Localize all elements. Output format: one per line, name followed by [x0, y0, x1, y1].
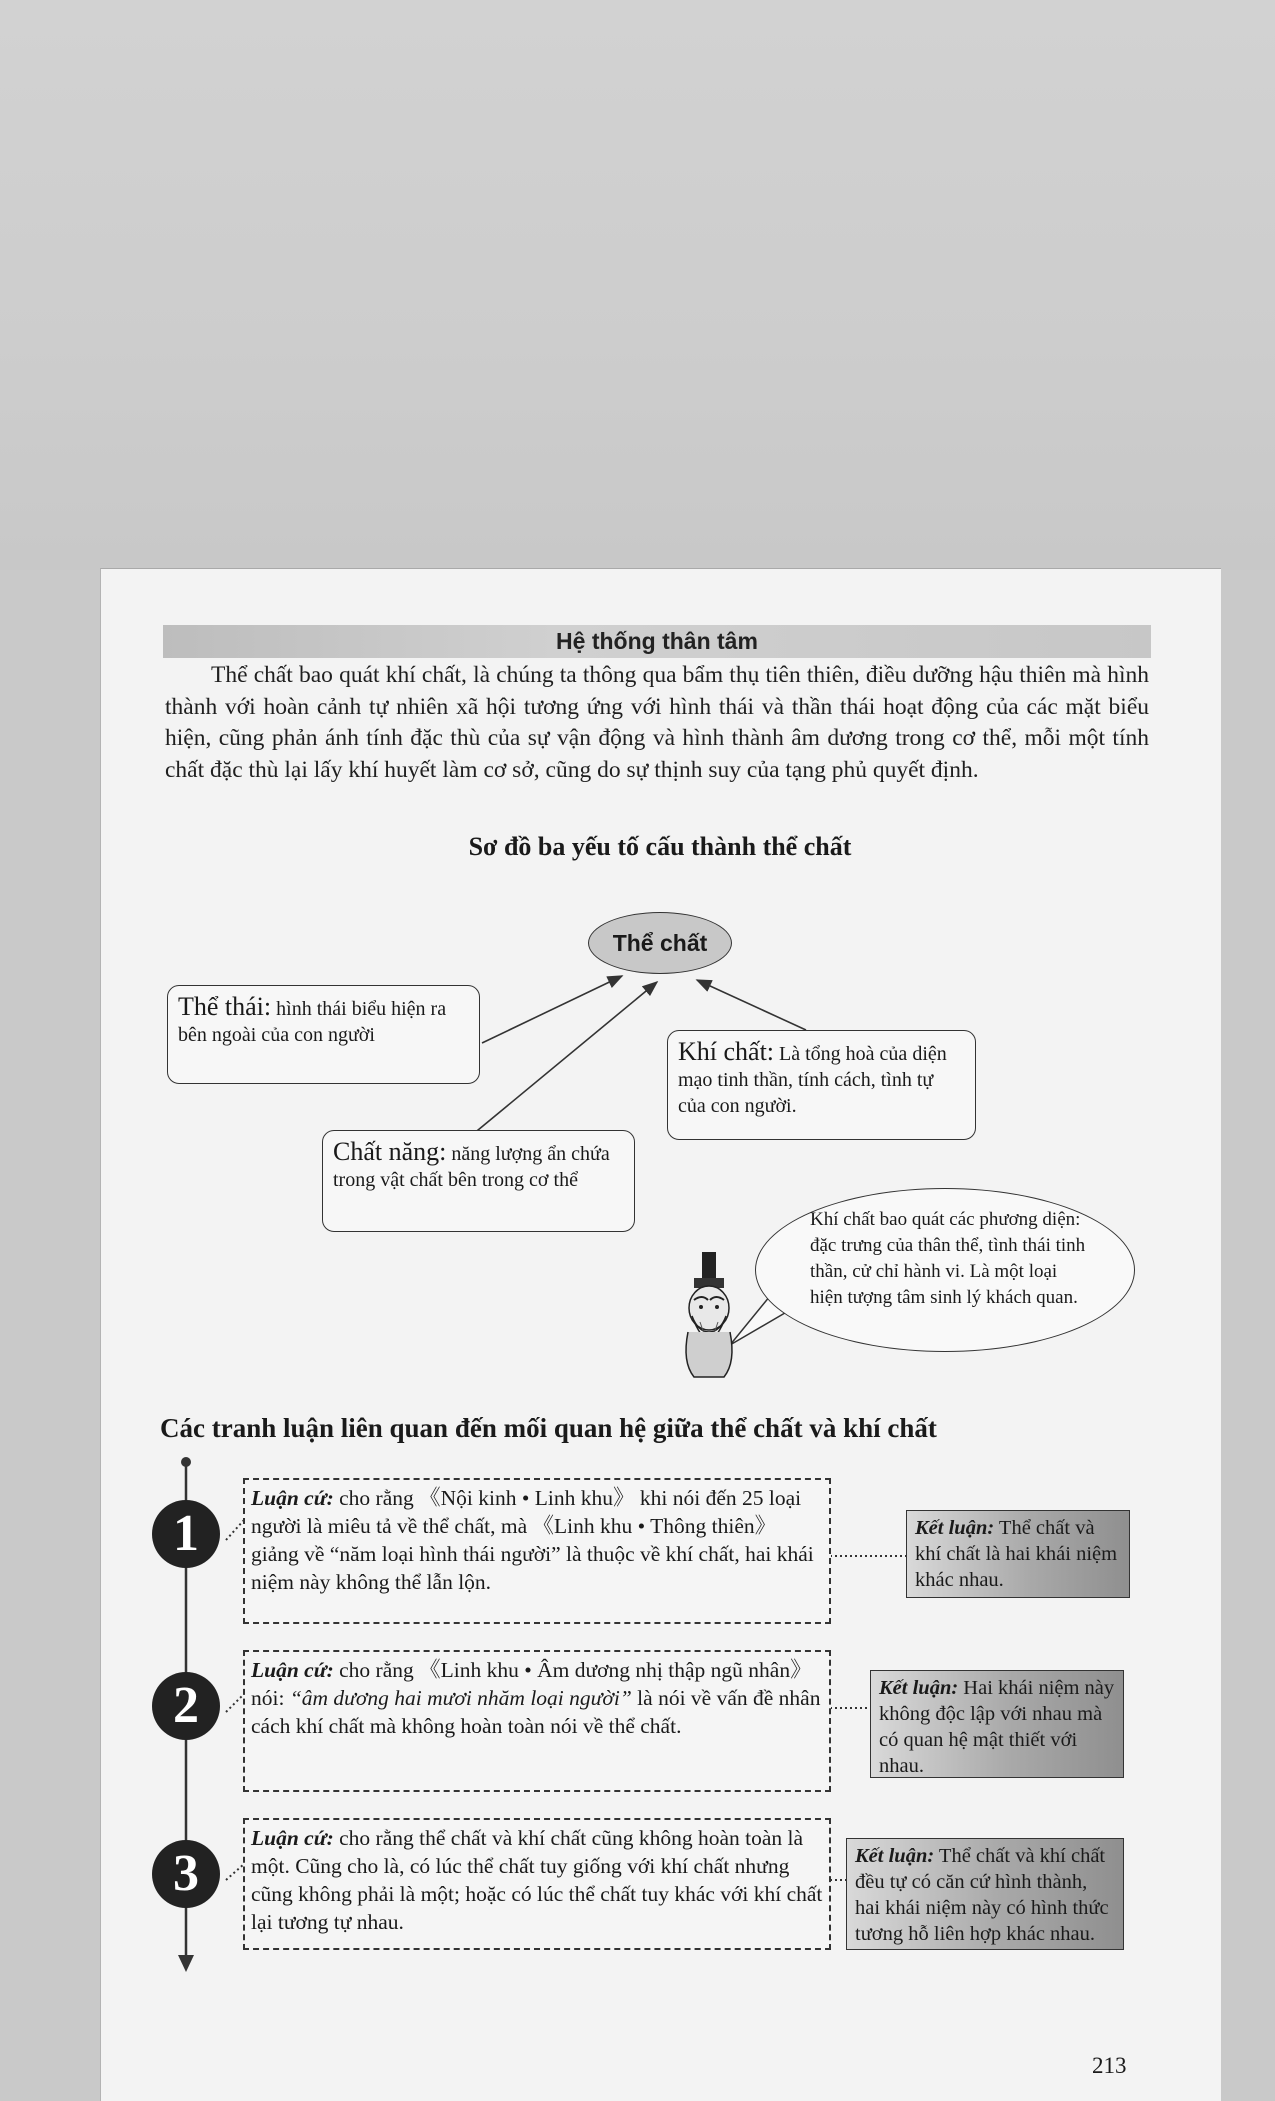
node-khi-chat-lead: Khí chất: — [678, 1037, 775, 1066]
argument-number-1: 1 — [152, 1500, 220, 1568]
conclusion-box-2 — [870, 1670, 1124, 1778]
argument-quote-2: “âm dương hai mươi nhăm loại người” — [289, 1686, 632, 1710]
argument-box-2 — [243, 1650, 831, 1792]
argument-number-3: 3 — [152, 1840, 220, 1908]
argument-label-1: Luận cứ: — [251, 1486, 334, 1510]
intro-paragraph: Thể chất bao quát khí chất, là chúng ta thông qua bẩm thụ tiên thiên, điều dưỡng hậu thiên mà hình thành với hoàn cảnh tự nhiên xã hội tương ứng với hình thái và thần thái hoạt động của các mặt biểu hiện, cũng phản ánh tính đặc thù của sự vận động và hình thành âm dương trong cơ thể, mỗi một tính chất đặc thù lại lấy khí huyết làm cơ sở, cũng do sự thịnh suy của tạng phủ quyết định. — [165, 662, 1149, 783]
speech-bubble-text: Khí chất bao quát các phương diện: đặc trưng của thân thể, tình thái tinh thần, cử chỉ hành vi. Là một loại hiện tượng tâm sinh lý khách quan. — [810, 1209, 1086, 1308]
arrow-khi-chat — [697, 980, 806, 1030]
argument-text-2a: cho rằng 《Linh khu • Âm dương nhị thập ngũ nhân》 nói: — [251, 1658, 812, 1710]
conclusion-box-3 — [846, 1838, 1124, 1950]
argument-text-2b: là nói về vấn đề nhân cách khí chất mà không hoàn toàn nói về thể chất. — [251, 1686, 821, 1738]
conclusion-text-1: Thể chất và khí chất là hai khái niệm khác nhau. — [915, 1517, 1118, 1591]
conclusion-label-2: Kết luận: — [879, 1677, 959, 1699]
argument-text-1: cho rằng 《Nội kinh • Linh khu》 khi nói đến 25 loại người là miêu tả về thể chất, mà 《Linh khu • Thông thiên》 giảng về “năm loại hình thái người” là thuộc về khí chất, hai khái niệm này không thể lẫn lộn. — [251, 1486, 814, 1594]
node-khi-chat — [667, 1030, 976, 1140]
conclusion-box-1 — [906, 1510, 1130, 1598]
argument-label-3: Luận cứ: — [251, 1826, 334, 1850]
conclusion-text-2: Hai khái niệm này không độc lập với nhau mà có quan hệ mật thiết với nhau. — [879, 1677, 1115, 1777]
timeline-arrowhead — [178, 1955, 194, 1972]
argument-number-2: 2 — [152, 1672, 220, 1740]
argument-label-2: Luận cứ: — [251, 1658, 334, 1682]
node-the-thai — [167, 985, 480, 1084]
section-heading: Hệ thống thân tâm — [163, 625, 1151, 658]
diagram-title: Sơ đồ ba yếu tố cấu thành thể chất — [468, 832, 852, 861]
node-chat-nang-text: năng lượng ẩn chứa trong vật chất bên trong cơ thể — [333, 1143, 610, 1191]
node-khi-chat-text: Là tổng hoà của diện mạo tinh thần, tính cách, tình tự của con người. — [678, 1043, 947, 1117]
argument-text-3: cho rằng thể chất và khí chất cũng không hoàn toàn là một. Cũng cho là, có lúc thể chất tuy giống với khí chất nhưng cũng không phải là một; hoặc có lúc thể chất tuy khác với khí chất lại tương tự nhau. — [251, 1826, 823, 1934]
node-chat-nang — [322, 1130, 635, 1232]
conclusion-label-3: Kết luận: — [855, 1845, 935, 1867]
arrow-chat-nang — [472, 982, 657, 1135]
arguments-title: Các tranh luận liên quan đến mối quan hệ giữa thể chất và khí chất — [160, 1413, 937, 1443]
arrow-the-thai — [482, 976, 622, 1043]
node-the-thai-text: hình thái biểu hiện ra bên ngoài của con người — [178, 998, 447, 1046]
node-chat-nang-lead: Chất năng: — [333, 1137, 447, 1166]
argument-box-3 — [243, 1818, 831, 1950]
argument-box-1 — [243, 1478, 831, 1624]
page-number: 213 — [1092, 2053, 1127, 2078]
conclusion-text-3: Thể chất và khí chất đều tự có căn cứ hình thành, hai khái niệm này có hình thức tương hỗ liên hợp khác nhau. — [855, 1845, 1109, 1945]
conclusion-label-1: Kết luận: — [915, 1517, 995, 1539]
scholar-character-icon — [680, 1252, 740, 1382]
node-the-thai-lead: Thể thái: — [178, 992, 272, 1021]
node-the-chat: Thể chất — [588, 912, 732, 974]
